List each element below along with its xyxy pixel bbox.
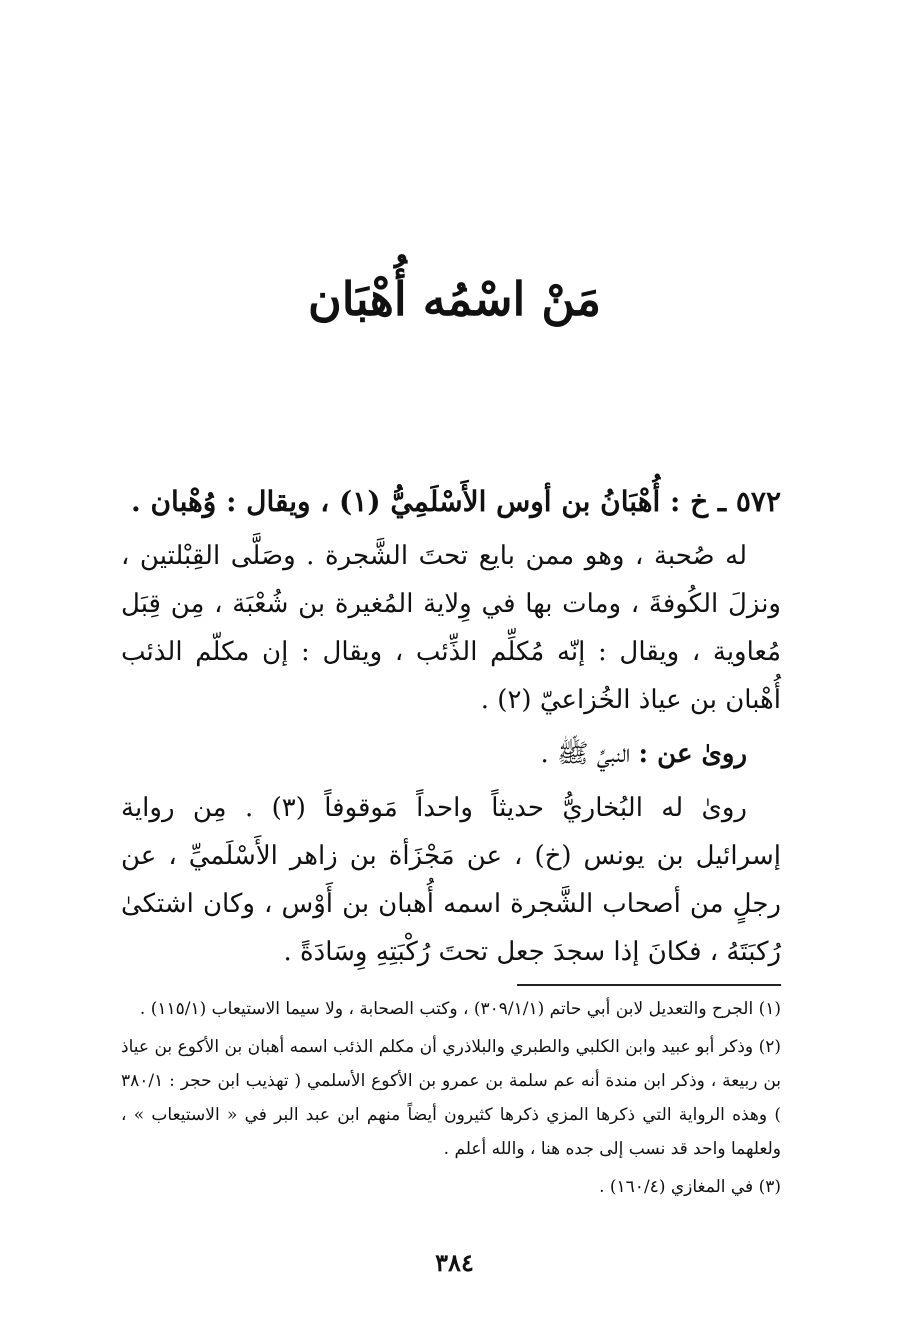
entry-heading-text: خ : أُهْبَانُ بن أوس الأَسْلَمِيُّ (١) ، ويقال : وُهْبان . [131, 485, 709, 518]
footnote-2: (٢) وذكر أبو عبيد وابن الكلبي والطبري والبلاذري أن مكلم الذئب اسمه أهبان بن الأكوع بن عياذ بن ربيعة ، وذكر ابن مندة أنه عم سلمة بن عمرو بن الأكوع الأسلمي ( تهذيب ابن حجر : ٣٨٠/١ ) وهذه الرواية التي ذكرها المزي ذكرها كثيرون أيضاً منهم ابن عبد البر في « الاستيعاب » ، ولعلهما واحد قد نسب إلى جده هنا ، والله أعلم . [121, 1037, 781, 1159]
footnote-separator [517, 984, 781, 986]
footnotes [121, 992, 781, 1208]
entry-heading [121, 478, 781, 526]
body-text [121, 478, 781, 982]
entry-number-separator: ـ [708, 485, 736, 518]
narrated-from-text: النبيِّ ﷺ . [540, 739, 639, 769]
chapter-title: مَنْ اسْمُه أُهْبَان [308, 272, 601, 326]
page-number: ٣٨٤ [435, 1248, 474, 1277]
narrated-from-label: روىٰ عن : [638, 739, 747, 769]
paragraph-bukhari-narration: روىٰ له البُخاريُّ حديثاً واحداً مَوقوفاً (٣) . مِن رواية إسرائيل بن يونس (خ) ، عن مَجْزَأة بن زاهر الأَسْلَميِّ ، عن رجلٍ من أصحاب الشَّجرة اسمه أُهبان بن أَوْس ، وكان اشتكىٰ رُكبَتَهُ ، فكانَ إذا سجدَ جعل تحتَ رُكْبَتِهِ وِسَادَةً . [121, 793, 781, 967]
footnote-3: (٣) في المغازي (١٦٠/٤) . [599, 1177, 781, 1197]
footnote-1: (١) الجرح والتعديل لابن أبي حاتم (٣٠٩/١/١) ، وكتب الصحابة ، ولا سيما الاستيعاب (١١٥/١) . [139, 999, 781, 1019]
paragraph-biography: له صُحبة ، وهو ممن بايع تحتَ الشَّجرة . وصَلَّى القِبْلتين ، ونزلَ الكُوفةَ ، ومات بها في وِلاية المُغيرة بن شُعْبَة ، مِن قِبَل مُعاوية ، ويقال : إنّه مُكلِّم الذِّئب ، ويقال : إن مكلّم الذئب أُهْبان بن عياذ الخُزاعيّ (٢) . [121, 541, 781, 715]
paragraph-narrated-from [121, 730, 781, 778]
entry-number: ٥٧٢ [735, 485, 781, 518]
